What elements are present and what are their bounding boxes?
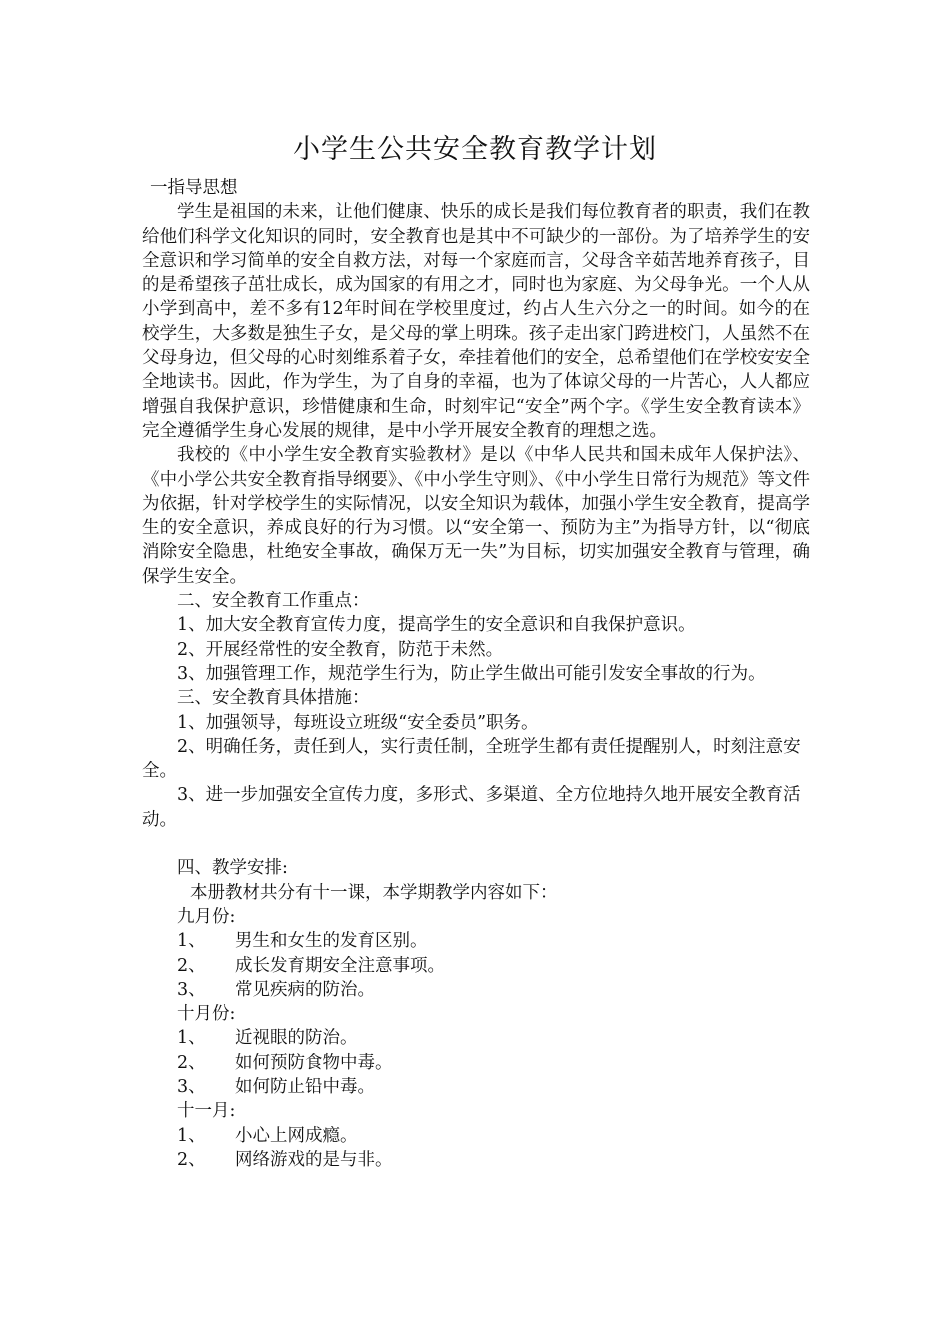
blank-line <box>142 832 810 856</box>
lesson-number: 1、 <box>177 1125 206 1146</box>
lesson-item <box>142 1051 810 1075</box>
lesson-text: 成长发育期安全注意事项。 <box>235 955 445 976</box>
list-item: 1、加强领导，每班设立班级“安全委员”职务。 <box>177 712 539 733</box>
document-title: 小学生公共安全教育教学计划 <box>293 134 657 165</box>
lesson-number: 1、 <box>177 1028 206 1049</box>
schedule-intro: 本册教材共分有十一课，本学期教学内容如下： <box>190 882 558 903</box>
lesson-text: 如何防止铅中毒。 <box>235 1076 375 1097</box>
lesson-number: 1、 <box>177 931 206 952</box>
document-body <box>142 176 810 1172</box>
lesson-item <box>142 1075 810 1099</box>
list-item: 2、开展经常性的安全教育，防范于未然。 <box>177 639 504 660</box>
lesson-text: 网络游戏的是与非。 <box>235 1149 393 1170</box>
lesson-text: 小心上网成瘾。 <box>235 1125 358 1146</box>
section-heading-schedule: 四、教学安排: <box>177 858 288 879</box>
section-heading-measures: 三、安全教育具体措施： <box>177 688 370 709</box>
lesson-text: 男生和女生的发育区别。 <box>235 931 428 952</box>
month-heading-november: 十一月: <box>177 1101 236 1122</box>
month-heading-october: 十月份: <box>177 1004 236 1025</box>
lesson-item <box>142 1124 810 1148</box>
lesson-text: 近视眼的防治。 <box>235 1028 358 1049</box>
paragraph: 学生是祖国的未来，让他们健康、快乐的成长是我们每位教育者的职责，我们在教给他们科学文化知识的同时，安全教育也是其中不可缺少的一部份。为了培养学生的安全意识和学习简单的安全自救方法，对每一个家庭而言，父母含辛茹苦地养育孩子，目的是希望孩子茁壮成长，成为国家的有用之才，同时也为家庭、为父母争光。一个人从小学到高中，差不多有12年时间在学校里度过，约占人生六分之一的时间。如今的在校学生，大多数是独生子女，是父母的掌上明珠。孩子走出家门跨进校门，人虽然不在父母身边，但父母的心时刻维系着子女，牵挂着他们的安全，总希望他们在学校安安全全地读书。因此，作为学生，为了自身的幸福，也为了体谅父母的一片苦心，人人都应增强自我保护意识，珍惜健康和生命，时刻牢记“安全”两个字。《学生安全教育读本》完全遵循学生身心发展的规律，是中小学开展安全教育的理想之选。 <box>142 202 810 441</box>
lesson-item <box>142 929 810 953</box>
lesson-item <box>142 1148 810 1172</box>
lesson-item <box>142 1026 810 1050</box>
lesson-text: 如何预防食物中毒。 <box>235 1052 393 1073</box>
lesson-item <box>142 978 810 1002</box>
lesson-number: 2、 <box>177 955 206 976</box>
lesson-number: 2、 <box>177 1149 206 1170</box>
section-heading-focus: 二、安全教育工作重点： <box>177 591 370 612</box>
list-item: 1、加大安全教育宣传力度，提高学生的安全意识和自我保护意识。 <box>177 615 696 636</box>
lesson-number: 2、 <box>177 1052 206 1073</box>
list-item: 3、加强管理工作，规范学生行为，防止学生做出可能引发安全事故的行为。 <box>177 663 766 684</box>
list-item: 3、进一步加强安全宣传力度，多形式、多渠道、全方位地持久地开展安全教育活动。 <box>142 785 801 830</box>
lesson-number: 3、 <box>177 1076 206 1097</box>
lesson-text: 常见疾病的防治。 <box>235 979 375 1000</box>
paragraph: 我校的《中小学生安全教育实验教材》是以《中华人民共和国未成年人保护法》、《中小学公共安全教育指导纲要》、《中小学生守则》、《中小学生日常行为规范》等文件为依据，针对学校学生的实际情况，以安全知识为载体，加强小学生安全教育，提高学生的安全意识，养成良好的行为习惯。以“安全第一、预防为主”为指导方针，以“彻底消除安全隐患，杜绝安全事故，确保万无一失”为目标，切实加强安全教育与管理，确保学生安全。 <box>142 445 810 587</box>
month-heading-september: 九月份: <box>177 906 236 927</box>
lesson-item <box>142 954 810 978</box>
section-heading-guiding-thought: 一指导思想 <box>150 178 238 198</box>
list-item: 2、明确任务，责任到人，实行责任制，全班学生都有责任提醒别人，时刻注意安全。 <box>142 736 801 782</box>
lesson-number: 3、 <box>177 979 206 1000</box>
